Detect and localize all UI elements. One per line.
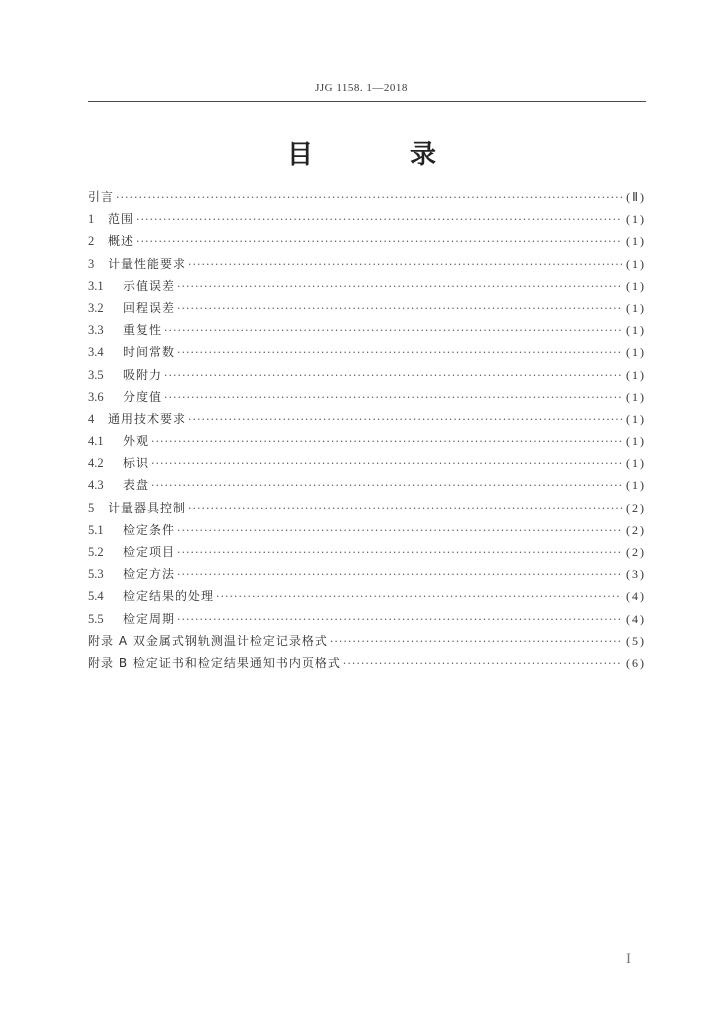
toc-entry-2[interactable] [88,230,646,252]
toc-entry-4-2[interactable] [88,452,646,474]
toc-leader-dots [151,453,622,475]
toc-entry-title: 示值误差 [123,278,176,293]
toc-leader-dots [151,475,622,497]
toc-entry-number: 4.2 [88,456,104,471]
toc-entry-number: 5.5 [88,611,104,626]
toc-entry-page: (1) [626,300,646,315]
toc-entry-page: (1) [626,389,646,404]
toc-entry-number: 3.1 [88,278,104,293]
toc-entry-title: 回程误差 [123,300,176,315]
toc-entry-number: 3 [88,256,95,271]
toc-leader-dots [188,409,622,431]
toc-entry-1[interactable] [88,208,646,230]
toc-leader-dots [136,231,622,253]
toc-entry-5-2[interactable] [88,541,646,563]
toc-leader-dots [343,653,622,675]
header-divider [88,101,646,102]
toc-entry-3[interactable] [88,253,646,275]
toc-entry-title: 时间常数 [123,345,176,360]
toc-entry-title: 计量性能要求 [108,256,187,271]
toc-entry-page: (1) [626,456,646,471]
toc-entry-preface[interactable] [88,186,646,208]
toc-entry-number: 4 [88,411,95,426]
toc-entry-4-3[interactable] [88,474,646,496]
toc-entry-number: 3.2 [88,300,104,315]
toc-entry-number: 3.6 [88,389,104,404]
toc-entry-title: 检定结果的处理 [123,589,215,604]
toc-entry-number: 4.3 [88,478,104,493]
toc-entry-3-5[interactable] [88,364,646,386]
toc-entry-title: 检定条件 [123,522,176,537]
toc-leader-dots [116,187,622,209]
toc-entry-page: (1) [626,256,646,271]
toc-leader-dots [177,542,622,564]
toc-entry-page: (3) [626,567,646,582]
toc-entry-page: (1) [626,411,646,426]
toc-entry-appendix-a[interactable] [88,630,646,652]
toc-entry-page: (4) [626,611,646,626]
toc-entry-page: (Ⅱ) [626,190,646,204]
toc-leader-dots [164,320,622,342]
toc-entry-page: (2) [626,522,646,537]
toc-entry-number: 3.3 [88,323,104,338]
toc-entry-title: 标识 [123,456,150,471]
toc-entry-title: 引言 [88,190,115,204]
toc-entry-title: 检定项目 [123,545,176,559]
toc-entry-number: 5.3 [88,567,104,582]
toc-entry-title: 概述 [108,234,135,249]
toc-entry-number: 4.1 [88,434,104,449]
toc-entry-4-1[interactable] [88,430,646,452]
toc-entry-title: 计量器具控制 [108,500,187,515]
toc-entry-page: (2) [626,500,646,515]
toc-entry-title: 表盘 [123,478,150,493]
toc-entry-page: (1) [626,323,646,338]
table-of-contents [88,186,646,674]
toc-entry-page: (4) [626,589,646,604]
toc-entry-number: 2 [88,234,95,249]
toc-entry-3-6[interactable] [88,386,646,408]
page-title: 目 录 [286,140,481,170]
toc-entry-title: 分度值 [123,389,163,404]
toc-leader-dots [177,276,622,298]
toc-entry-title: 范围 [108,212,135,227]
toc-entry-page: (1) [626,434,646,449]
page-number: I [626,951,631,967]
toc-entry-3-2[interactable] [88,297,646,319]
toc-entry-title: 吸附力 [123,367,163,382]
toc-entry-title: 通用技术要求 [108,411,187,426]
toc-entry-page: (2) [626,545,646,559]
toc-entry-page: (1) [626,212,646,227]
toc-entry-number: 5 [88,500,95,515]
toc-leader-dots [164,365,622,387]
toc-entry-5-5[interactable] [88,608,646,630]
toc-entry-title: 外观 [123,434,150,449]
toc-entry-page: (1) [626,278,646,293]
toc-entry-5-1[interactable] [88,519,646,541]
toc-entry-number: 5.2 [88,545,104,559]
toc-leader-dots [330,631,622,653]
toc-entry-page: (6) [626,655,646,670]
toc-entry-number: 5.4 [88,589,104,604]
toc-leader-dots [216,586,622,608]
toc-leader-dots [188,498,622,520]
toc-entry-title: 附录 A 双金属式钢轨测温计检定记录格式 [88,633,328,648]
toc-entry-number: 3.4 [88,345,104,360]
toc-entry-4[interactable] [88,408,646,430]
toc-entry-3-3[interactable] [88,319,646,341]
standard-code-header: JJG 1158. 1—2018 [315,82,408,94]
toc-entry-title: 检定方法 [123,567,176,582]
toc-leader-dots [177,342,622,364]
toc-entry-page: (1) [626,367,646,382]
toc-entry-3-1[interactable] [88,275,646,297]
toc-entry-5-4[interactable] [88,585,646,607]
toc-entry-title: 检定周期 [123,611,176,626]
toc-entry-number: 1 [88,212,95,227]
toc-entry-3-4[interactable] [88,341,646,363]
toc-entry-page: (1) [626,478,646,493]
toc-entry-number: 3.5 [88,367,104,382]
toc-leader-dots [136,209,622,231]
toc-leader-dots [177,609,622,631]
toc-entry-5[interactable] [88,497,646,519]
toc-leader-dots [164,387,622,409]
toc-entry-number: 5.1 [88,522,104,537]
toc-leader-dots [177,564,622,586]
toc-entry-page: (5) [626,633,646,648]
toc-entry-title: 附录 B 检定证书和检定结果通知书内页格式 [88,655,341,670]
toc-leader-dots [151,431,622,453]
toc-entry-5-3[interactable] [88,563,646,585]
toc-entry-appendix-b[interactable] [88,652,646,674]
toc-leader-dots [188,254,622,276]
toc-leader-dots [177,298,622,320]
toc-entry-title: 重复性 [123,323,163,338]
toc-leader-dots [177,520,622,542]
toc-entry-page: (1) [626,234,646,249]
toc-entry-page: (1) [626,345,646,360]
